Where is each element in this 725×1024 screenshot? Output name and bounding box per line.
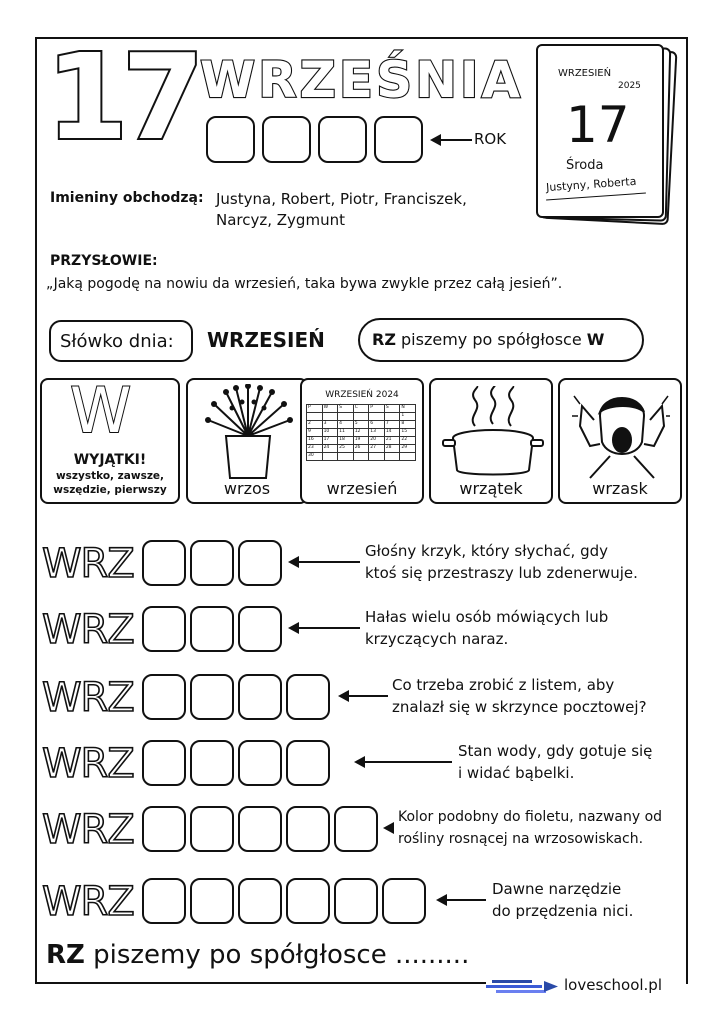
wrz-prefix: WRZ — [42, 807, 134, 853]
answer-box[interactable] — [142, 540, 186, 586]
arrow-line — [446, 899, 486, 901]
wrz-prefix: WRZ — [42, 879, 134, 925]
mini-calendar-day: 1 — [400, 413, 416, 421]
answer-box[interactable] — [190, 606, 234, 652]
arrow-line — [364, 761, 452, 763]
calendar-page — [536, 44, 664, 218]
mini-calendar-day: 17 — [322, 437, 338, 445]
panel-label-wrzos: wrzos — [223, 479, 271, 498]
answer-box[interactable] — [142, 806, 186, 852]
rule-sentence — [372, 330, 604, 349]
mini-calendar-day: 8 — [400, 421, 416, 429]
answer-box[interactable] — [238, 806, 282, 852]
answer-box[interactable] — [382, 878, 426, 924]
proverb-text: „Jaką pogodę na nowiu da wrzesień, taka bywa zwykle przez całą jesień”. — [46, 276, 563, 292]
rule-letter: W — [586, 330, 605, 349]
exceptions-line2: wszędzie, pierwszy — [53, 484, 167, 496]
mini-calendar-day: 14 — [384, 429, 400, 437]
calendar-underline — [546, 193, 646, 201]
panel-wrzos — [186, 378, 308, 504]
rule-text: piszemy po spółgłosce — [401, 330, 582, 349]
clue-line2: i widać bąbelki. — [458, 764, 575, 782]
calendar-month: WRZESIEŃ — [558, 68, 612, 79]
wrz-prefix: WRZ — [42, 675, 134, 721]
panel-exceptions — [40, 374, 180, 504]
mini-calendar-day: 15 — [400, 429, 416, 437]
mini-calendar-day — [384, 453, 400, 461]
answer-box[interactable] — [238, 740, 282, 786]
exceptions-letter: W — [70, 374, 132, 447]
boiling-pot-icon — [441, 386, 545, 480]
mini-calendar-day — [338, 453, 354, 461]
clue-line1: Dawne narzędzie — [492, 880, 622, 898]
mini-calendar-weekday: W — [322, 405, 338, 413]
footer-rule — [46, 940, 469, 970]
mini-calendar-day — [369, 453, 385, 461]
rule-prefix: RZ — [372, 330, 396, 349]
calendar-weekday: Środa — [566, 158, 604, 173]
answer-box[interactable] — [334, 806, 378, 852]
exceptions-line1: wszystko, zawsze, — [55, 470, 165, 482]
mini-calendar-day — [384, 413, 400, 421]
mini-calendar-day: 7 — [384, 421, 400, 429]
arrow-line — [298, 627, 360, 629]
mini-calendar-day — [307, 413, 323, 421]
speed-lines-icon — [486, 978, 560, 996]
mini-calendar-day: 16 — [307, 437, 323, 445]
answer-box[interactable] — [142, 740, 186, 786]
proverb-label: PRZYSŁOWIE: — [50, 253, 158, 269]
footer-rule-prefix: RZ — [46, 940, 85, 970]
wrz-prefix: WRZ — [42, 541, 134, 587]
mini-calendar-day: 24 — [322, 445, 338, 453]
mini-calendar-day: 5 — [353, 421, 369, 429]
mini-calendar-day — [322, 413, 338, 421]
big-day-number: 17 — [46, 28, 199, 166]
mini-calendar-weekday: P — [369, 405, 385, 413]
mini-calendar-day: 22 — [400, 437, 416, 445]
rule-cloud — [358, 318, 644, 362]
clue-line2: znalazł się w skrzynce pocztowej? — [392, 698, 647, 716]
arrow-left-icon — [383, 822, 394, 834]
calendar-day: 17 — [566, 96, 630, 154]
mini-calendar-day: 3 — [322, 421, 338, 429]
arrow-line — [440, 139, 472, 141]
panel-label-wrzask: wrzask — [592, 479, 648, 498]
answer-box[interactable] — [142, 878, 186, 924]
mini-calendar-day: 2 — [307, 421, 323, 429]
answer-box[interactable] — [190, 674, 234, 720]
answer-box[interactable] — [286, 674, 330, 720]
mini-calendar — [306, 404, 416, 461]
mini-calendar-day: 23 — [307, 445, 323, 453]
clue-line1: Stan wody, gdy gotuje się — [458, 742, 653, 760]
answer-box[interactable] — [238, 674, 282, 720]
mini-calendar-day: 4 — [338, 421, 354, 429]
mini-calendar-day: 29 — [400, 445, 416, 453]
panel-wrzask — [558, 378, 682, 504]
mini-calendar-weekday: S — [384, 405, 400, 413]
mini-calendar-day: 30 — [307, 453, 323, 461]
mini-calendar-day — [338, 413, 354, 421]
brand-badge — [486, 976, 686, 996]
clue-line1: Kolor podobny do fioletu, nazwany od — [398, 809, 663, 825]
mini-calendar-day: 25 — [338, 445, 354, 453]
answer-box[interactable] — [190, 540, 234, 586]
panel-label-wrzesien: wrzesień — [326, 479, 398, 498]
clue-line2: krzyczących naraz. — [365, 630, 509, 648]
mini-calendar-day — [353, 453, 369, 461]
clue-line1: Co trzeba zrobić z listem, aby — [392, 676, 615, 694]
clue-line1: Hałas wielu osób mówiących lub — [365, 608, 609, 626]
mini-calendar-day: 18 — [338, 437, 354, 445]
mini-calendar-day — [369, 413, 385, 421]
screaming-boy-icon — [570, 386, 674, 480]
panel-wrzatek — [429, 378, 553, 504]
mini-calendar-weekday: Ś — [338, 405, 354, 413]
word-of-day-label: Słówko dnia: — [60, 331, 174, 352]
mini-calendar-weekday: N — [400, 405, 416, 413]
mini-calendar-day: 21 — [384, 437, 400, 445]
names-day-line1: Justyna, Robert, Piotr, Franciszek, — [216, 190, 467, 208]
answer-box[interactable] — [286, 878, 330, 924]
answer-box[interactable] — [190, 806, 234, 852]
mini-calendar-day: 19 — [353, 437, 369, 445]
mini-calendar-weekday: C — [353, 405, 369, 413]
answer-box[interactable] — [286, 740, 330, 786]
year-box[interactable] — [374, 116, 423, 163]
answer-box[interactable] — [238, 606, 282, 652]
mini-calendar-day: 12 — [353, 429, 369, 437]
calendar-names: Justyny, Roberta — [545, 174, 637, 195]
clue-line2: ktoś się przestraszy lub zdenerwuje. — [365, 564, 638, 582]
mini-calendar-day — [400, 453, 416, 461]
answer-box[interactable] — [190, 878, 234, 924]
word-of-day-label-box — [49, 320, 193, 362]
names-day-line2: Narcyz, Zygmunt — [216, 211, 345, 229]
mini-calendar-day: 28 — [384, 445, 400, 453]
names-day-label: Imieniny obchodzą: — [50, 190, 204, 206]
month-title: WRZEŚNIA — [200, 51, 524, 109]
wrz-prefix: WRZ — [42, 607, 134, 653]
clue-line2: rośliny rosnącej na wrzosowiskach. — [398, 831, 644, 847]
mini-calendar-day: 13 — [369, 429, 385, 437]
arrow-line — [348, 695, 388, 697]
answer-box[interactable] — [142, 606, 186, 652]
mini-calendar-title: WRZESIEŃ 2024 — [325, 390, 399, 400]
panel-label-wrzatek: wrzątek — [459, 479, 523, 498]
year-box[interactable] — [206, 116, 255, 163]
answer-box[interactable] — [190, 740, 234, 786]
wrz-prefix: WRZ — [42, 741, 134, 787]
clue-line1: Głośny krzyk, który słychać, gdy — [365, 542, 609, 560]
arrow-line — [298, 561, 360, 563]
footer-rule-text: piszemy po spółgłosce ......... — [93, 940, 470, 970]
calendar-year: 2025 — [618, 81, 641, 91]
answer-box[interactable] — [238, 878, 282, 924]
answer-box[interactable] — [334, 878, 378, 924]
mini-calendar-day: 11 — [338, 429, 354, 437]
year-box[interactable] — [318, 116, 367, 163]
mini-calendar-day — [322, 453, 338, 461]
answer-box[interactable] — [238, 540, 282, 586]
word-of-day: WRZESIEŃ — [207, 328, 325, 352]
heather-pot-icon — [196, 384, 300, 480]
rok-label: ROK — [474, 130, 507, 148]
mini-calendar-day: 26 — [353, 445, 369, 453]
panel-wrzesien — [300, 378, 424, 504]
answer-box[interactable] — [142, 674, 186, 720]
brand-name: loveschool.pl — [564, 976, 662, 994]
mini-calendar-day: 27 — [369, 445, 385, 453]
mini-calendar-day: 10 — [322, 429, 338, 437]
exceptions-title: WYJĄTKI! — [73, 452, 147, 468]
mini-calendar-weekday: P — [307, 405, 323, 413]
year-box[interactable] — [262, 116, 311, 163]
mini-calendar-day: 20 — [369, 437, 385, 445]
mini-calendar-day: 6 — [369, 421, 385, 429]
mini-calendar-day: 9 — [307, 429, 323, 437]
answer-box[interactable] — [286, 806, 330, 852]
mini-calendar-day — [353, 413, 369, 421]
clue-line2: do przędzenia nici. — [492, 902, 634, 920]
